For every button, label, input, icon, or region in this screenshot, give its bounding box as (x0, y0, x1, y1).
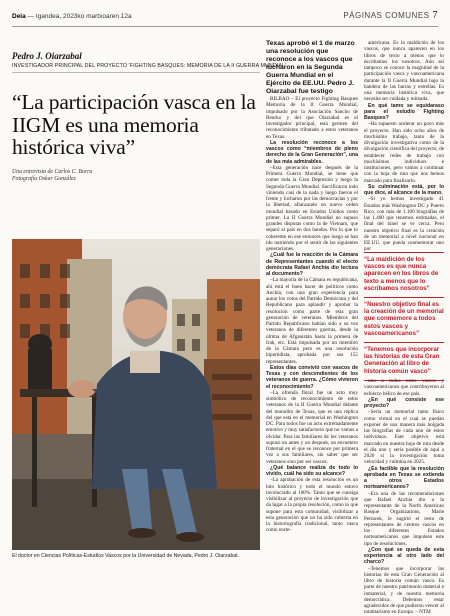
interview-credit: Una entrevista de Carlos C. Borra (12, 168, 93, 175)
paragraph: americana. Es la maldición de los vascos, que nunca aparecen en los libros de texto a menos que lo escribamos los nosotros. Aún así tampoco se conoce la magnitud de la participación vasca y vascoamericana durante la II Guerra Mundial bajo la bandera de las barras y estrellas. Es una memoria histórica viva, que necesita ser cuidada y mimada. (364, 40, 444, 103)
section-name: Deia (12, 13, 26, 20)
page-label: PÁGINAS COMUNES 7 (343, 10, 438, 21)
pull-quotes (364, 252, 444, 381)
article-headline: “La participación vasca en la IIGM es una memoria histórica viva” (12, 90, 256, 159)
question: ¿Qué balance realiza de todo lo vivido, cuál ha sido su alcance? (266, 464, 358, 477)
body-column-1 (266, 96, 358, 534)
question: Estos días convivió con vascos de Texas y con descendientes de los veteranos de guerra. ¿Cómo vivieron el reconocimiento? (266, 364, 358, 390)
question: Su culminación está, por lo que dice, al alcance de la mano. (364, 183, 444, 196)
paragraph: –Si yo hemos investigado 41 Estados más Washington DC y Puerto Rico, con más de 1.100 biografías de las 1.400 que tenemos estimadas, el final del túnel se ve cerca. Pero nuestro objetivo final es la creación de un memorial a nivel nacional en EE.UU. que pueda conmemorar uno por (364, 196, 444, 253)
photo-caption: El doctor en Ciencias Políticas-Estudios Vascos por la Universidad de Nevada, Pedro J. Oiarzabal. (12, 553, 239, 559)
question: ¿Cuál fue la reacción de la Cámara de Representantes cuando el electo demócrata Rafael Anchía dio lectura al documento? (266, 252, 358, 277)
divider (12, 72, 260, 73)
photo-credit: Fotografía Oskar González (12, 176, 76, 182)
question: En qué tamo se equidaraso para el estudio Fighting Basques? (364, 102, 444, 121)
article-credits (12, 169, 260, 184)
paragraph: uno a todos estos vascos y vascoamericanos que contribuyeron al esfuerzo bélico de ese país. (364, 378, 444, 397)
paragraph: BILBAO – El proyecto Fighting Basques Memoria de la II Guerra Mundial, impulsado por la Asociación Sancho de Beurko y del que Oiarzabal es el investigador principal, está germen del reconocimiento tributado a estos veteranos en Texas. (266, 96, 358, 140)
paragraph: –La aprobación de esta resolución es un hito histórico y todo el mundo estuvo involucrado al 100%. Tanto que se consiga visibilizar al proyecto de investigación que da lugar a la propia resolución, como lo que supone para esta comunidad, visibilizar a esta generación que no ha sido cubierta en la historiografía tradicional, tanto vasca como norte- (266, 477, 358, 534)
issue-date: — Igandea, 2023ko martxoaren 12a (27, 13, 132, 20)
paragraph: –La mayoría de la Cámara es republicana, ahí está el buen hacer de políticos como Anchía, con una gran experiencia para aunar los votos del Partido Demócrata y del Republicano para aplaudir y aprobar la resolución como parte de esta gran generación de veteranos. Miembros del Partido Republicano habían sido a su vez veteranos de diferentes guerras, desde la última de Afganistán hasta la primera de Irak, etc. Está impulsada por un miembro de la Cámara pero es una resolución bipartidista, aprobada por sus 155 representantes. (266, 277, 358, 365)
paragraph: –Sería un memorial tanto físico como virtual en el cual se puedan exponer de una manera más holgada las biografías de cada uno de estos individuos. Este objetivo está marcado en nuestra hoja de ruta desde el día uno y sería posible de aquí a 2026 si la investigación toma velocidad y culmina en 2025. (364, 409, 444, 466)
pull-quote: “Nuestro objetivo final es la creación de un memorial que conmemore a todos estos vascos y vascoamericanos” (364, 297, 444, 342)
question: ¿Es factible que la resolución aprobada en Texas se extienda a otros Estados norteamericanos? (364, 465, 444, 491)
question: ¿En qué consiste ese proyecto? (364, 396, 444, 409)
paragraph: –Ha supuesto acelerar un poco más el proyecto. Han sido ocho años de muchísimo trabajo, tanto de la divulgación investigativa como de la divulgación científica del proyecto, de establecer redes de trabajo con muchísimos individuos e instituciones, pero vamos a continuar con la hoja de ruta que nos hemos marcado para finalizarlo. (364, 121, 444, 184)
body-column-3 (364, 378, 444, 616)
pull-quote: “La maldición de los vascos es que nunca aparecen en los libros de texto a menos que lo escribamos nosotros” (364, 252, 444, 297)
interviewee-name: Pedro J. Oiarzabal (12, 51, 82, 61)
paragraph: La resolución reconoce a los vascos como “miembros de pleno derecho de la Gran Generación”, una de las más admirables. (266, 139, 358, 165)
headline-block (12, 33, 287, 184)
masthead-date (12, 13, 132, 20)
page-header (12, 10, 438, 26)
paragraph: –Esta generación nace después de la Primera Guerra Mundial, se tiene que comer toda la Gran Depresión y luego la Segunda Guerra Mundial. Sacrificaron todo viniendo casi de la nada y luego fueron el frente y lucharon por las democracias y por la libertad, afianzando un nuevo orden mundial basado en Estados Unidos como primer. La II Guerra Mundial no supuso grandes disputas como la de Vietnam, que separó al país en dos bandos. Por lo que lo coherente en ese entonces que luego se han ido nutriendo por el sentir de las siguientes generaciones. (266, 164, 358, 252)
paragraph: –Tenemos que incorporar las historias de esta Gran Generación al libro de historia común vasco. Es parte de nuestro patrimonio material e inmaterial, y de nuestra memoria democrática. Debemos estar agradecidos de que pudieron vencer al totalitarismo en Europa. – NTM (364, 565, 444, 616)
paragraph: –Era una de las recomendaciones que Rafael Anchía dio a la representante de la North American Basque Organizations, Marie Petracek, le sugirió el resto de representantes de centros vascos en los diferentes Estados norteamericanos que impulsen este tipo de resoluciones. (364, 490, 444, 547)
pull-quote: “Tenemos que incorporar las historias de esta Gran Generación al libro de historia común vasco” (364, 342, 444, 381)
page-number: 7 (432, 10, 438, 21)
body-column-2 (364, 40, 444, 253)
portrait-photo (12, 239, 260, 550)
portrait-photo-illustration (12, 239, 260, 550)
header-rule (12, 26, 438, 27)
question: ¿Con qué se queda de esta experiencia al otro lado del charco? (364, 546, 444, 566)
paragraph: –La ofrenda floral fue un acto muy simbólico de reconocimiento de estos veteranos de la II Guerra Mundial delante del monolito de Texas, que es una réplica del que está en el memorial en Washington DC. Para todos fue un acto extremadamente emotivo y muy satisfactorio que no vamos a olvidar. Para las familiares de los veteranos supuso un antes y un después, un encuentro fraternal en el que se reconoce por primera vez a sus familiares, sin saber que ser veteranos sino por ser vascos. (266, 389, 358, 465)
article-lead: Texas aprobó el 1 de marzo una resolución que reconoce a los vascos que lucharon en la Segunda Guerra Mundial en el Ejército de EE.UU. Pedro J. Oiarzabal fue testigo (266, 40, 355, 95)
interviewee-role: INVESTIGADOR PRINCIPAL DEL PROYECTO 'FIGHTING BASQUES: MEMORIA DE LA II GUERRA MUNDIAL' (12, 63, 287, 69)
